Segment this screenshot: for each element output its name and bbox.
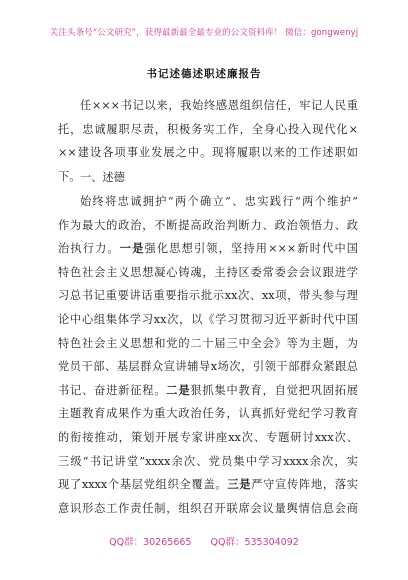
body-line — [58, 237, 358, 261]
body-text: 意识形态工作责任制，组织召开联席会议量舆情信息会商 — [58, 501, 358, 515]
body-line — [58, 261, 358, 285]
body-line — [58, 402, 358, 426]
body-text: 特色社会主义思想和党的二十届三中全会》等为主题，为 — [58, 336, 358, 350]
intro-line: 任×××书记以来，我始终感恩组织信任，牢记人民重 — [80, 99, 358, 112]
body-line — [58, 497, 358, 521]
document-title: 书记述德述职述廉报告 — [146, 68, 262, 80]
body-line — [58, 190, 358, 214]
body-text: 书记、奋进新征程。 — [58, 383, 167, 397]
body-text: 狠抓集中教育，自觉把巩固拓展 — [190, 383, 358, 397]
body-text: 的衔接推动，策划开展专家讲座xx次、专题研讨xxx次、 — [58, 430, 358, 444]
body-emphasis: 一是 — [119, 241, 145, 256]
body-text: 特色社会主义思想凝心铸魂，主持区委常委会会议跟进学 — [58, 265, 358, 279]
body-line — [58, 450, 358, 474]
body-line — [58, 379, 358, 403]
section-heading: 一、述德 — [80, 171, 125, 184]
intro-line: 下。 — [58, 169, 81, 183]
body-line — [58, 473, 358, 497]
intro-line: 托，忠诚履职尽责，积极务实工作，全身心投入现代化× — [58, 122, 358, 136]
body-line — [58, 214, 358, 238]
body-text: 习总书记重要讲话重要指示批示xx次、xx项，带头参与理 — [58, 289, 358, 303]
body-line — [58, 426, 358, 450]
body-text: 始终将忠诚拥护“两个确立”、忠实践行“两个维护” — [80, 195, 358, 208]
body-text: 现了xxxx个基层党组织全覆盖。 — [58, 478, 228, 492]
body-text: 三级“书记讲堂”xxxx余次、党员集中学习xxxx余次，实 — [58, 454, 358, 468]
body-text: 严守宣传阵地，落实 — [251, 478, 358, 492]
body-text: 论中心组集体学习xx次，以《学习贯彻习近平新时代中国 — [58, 312, 358, 326]
body-line — [58, 355, 358, 379]
body-line — [58, 308, 358, 332]
body-emphasis: 二是 — [166, 382, 191, 397]
footer-qq-group-1: QQ群：30265665 — [109, 537, 192, 548]
body-text: 党员干部、基层群众宣讲辅导x场次，引领干部群众紧跟总 — [58, 360, 358, 374]
body-emphasis: 三是 — [227, 477, 252, 492]
body-text: 作为最大的政治，不断提高政治判断力、政治领悟力、政 — [58, 218, 358, 232]
body-paragraph — [58, 190, 358, 520]
promo-banner: 关注头条号“公文研究”，获得最新最全最专业的公文资料库！ 微信：gongwenyj — [49, 28, 359, 38]
body-line — [58, 332, 358, 356]
body-text: 治执行力。 — [58, 242, 120, 256]
body-text: 强化思想引领，坚持用×××新时代中国 — [144, 242, 358, 256]
body-line — [58, 284, 358, 308]
footer-qq-group-2: QQ群：535304092 — [210, 537, 299, 548]
body-text: 主题教育成果作为重大政治任务，认真抓好党纪学习教育 — [58, 407, 358, 421]
footer-contact — [0, 534, 408, 548]
intro-line: ××建设各项事业发展之中。现将履职以来的工作述职如 — [58, 146, 358, 160]
